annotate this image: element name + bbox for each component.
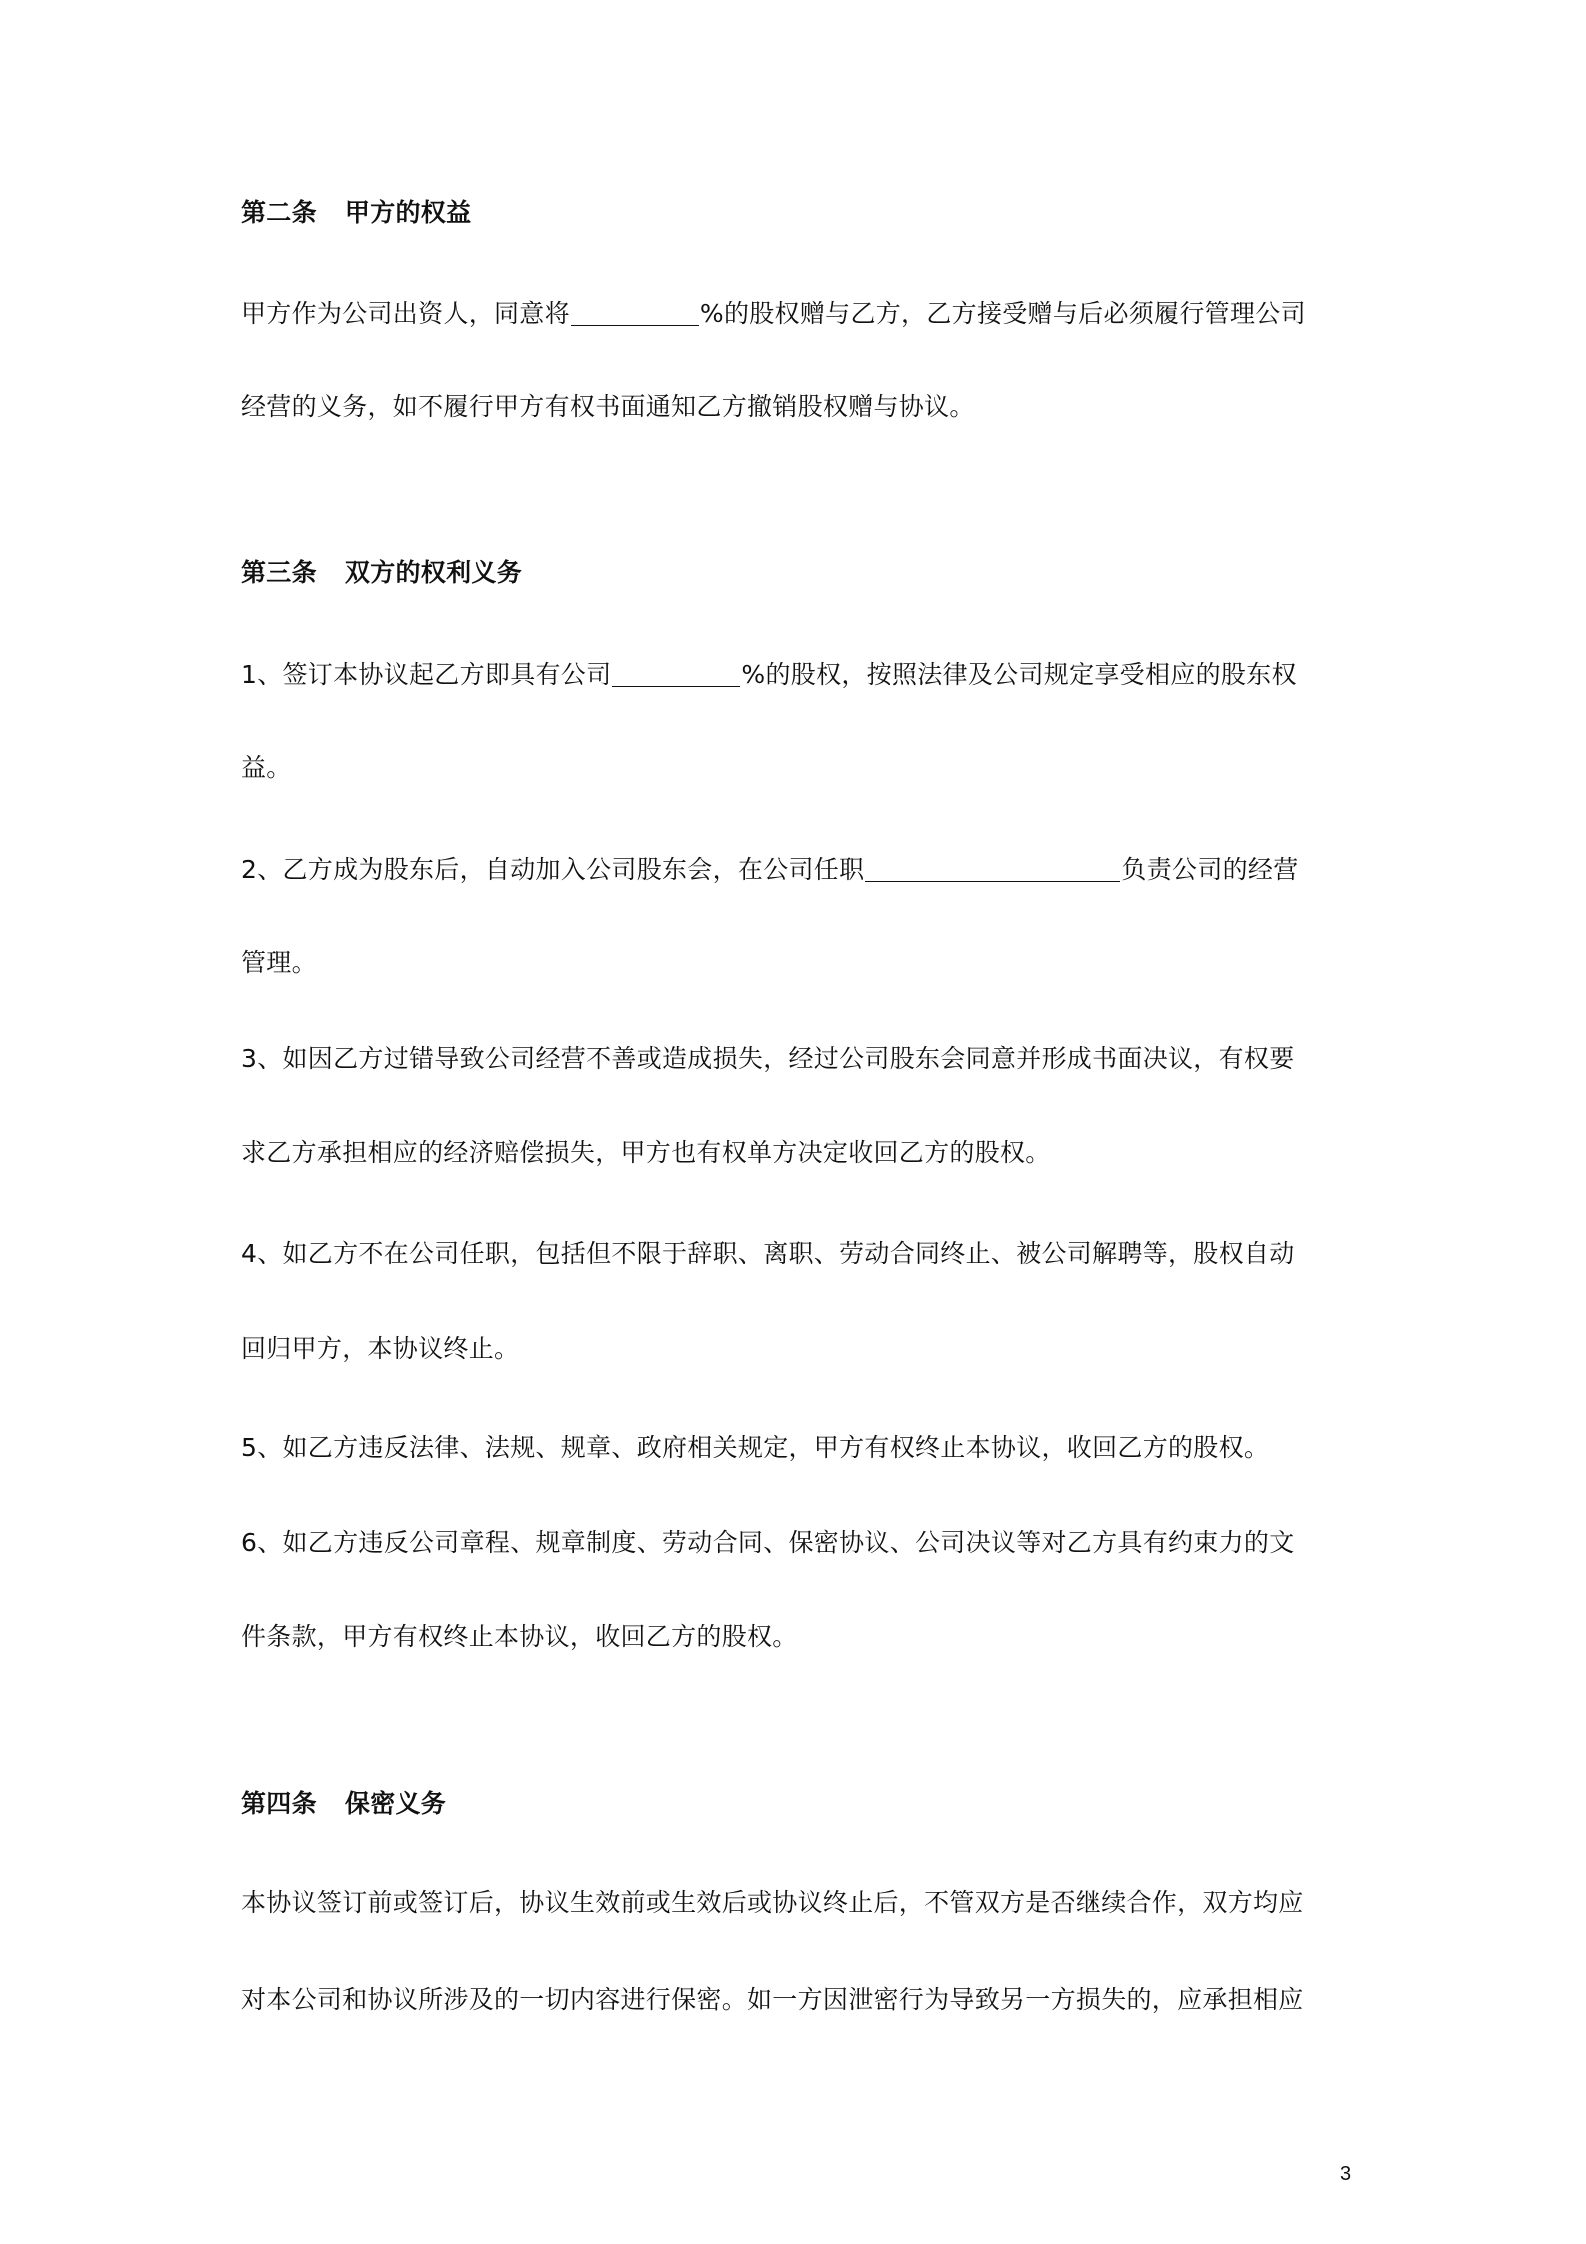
article-3-item-6-line-1: 6、如乙方违反公司章程、规章制度、劳动合同、保密协议、公司决议等对乙方具有约束力的文 [241, 1528, 1295, 1557]
page-number: 3 [1340, 2163, 1352, 2185]
article-3-item-6-line-2: 件条款，甲方有权终止本协议，收回乙方的股权。 [241, 1622, 798, 1651]
article-4-paragraph-line-1: 本协议签订前或签订后，协议生效前或生效后或协议终止后，不管双方是否继续合作，双方均应 [241, 1888, 1304, 1917]
article-2-title: 甲方的权益 [344, 198, 472, 227]
article-3-item-2-line-2: 管理。 [241, 948, 317, 977]
article-2-paragraph-line-2: 经营的义务，如不履行甲方有权书面通知乙方撤销股权赠与协议。 [241, 392, 975, 421]
article-2-heading [241, 196, 471, 230]
article-3-item-2-line-1: 2、乙方成为股东后，自动加入公司股东会，在公司任职 负责公司的经营 [241, 855, 1299, 884]
article-3-item-1-line-2: 益。 [241, 753, 292, 782]
article-4-title: 保密义务 [344, 1789, 447, 1818]
fill-in-blank[interactable] [865, 855, 1120, 882]
article-3-item-3-line-2: 求乙方承担相应的经济赔偿损失，甲方也有权单方决定收回乙方的股权。 [241, 1138, 1051, 1167]
article-3-item-5-line-1: 5、如乙方违反法律、法规、规章、政府相关规定，甲方有权终止本协议，收回乙方的股权。 [241, 1433, 1270, 1462]
article-4-number: 第四条 [241, 1789, 317, 1818]
article-3-item-1-line-1: 1、签订本协议起乙方即具有公司 %的股权，按照法律及公司规定享受相应的股东权 [241, 660, 1297, 689]
article-2-paragraph-line-1: 甲方作为公司出资人，同意将 %的股权赠与乙方，乙方接受赠与后必须履行管理公司 [241, 299, 1306, 328]
article-2-number: 第二条 [241, 198, 317, 227]
article-3-title: 双方的权利义务 [344, 558, 523, 587]
article-4-heading [241, 1787, 446, 1821]
fill-in-blank[interactable] [571, 299, 699, 326]
article-3-item-4-line-1: 4、如乙方不在公司任职，包括但不限于辞职、离职、劳动合同终止、被公司解聘等，股权自动 [241, 1239, 1295, 1268]
article-3-item-3-line-1: 3、如因乙方过错导致公司经营不善或造成损失，经过公司股东会同意并形成书面决议，有权要 [241, 1044, 1295, 1073]
article-4-paragraph-line-2: 对本公司和协议所涉及的一切内容进行保密。如一方因泄密行为导致另一方损失的，应承担相应 [241, 1985, 1304, 2014]
fill-in-blank[interactable] [612, 660, 740, 687]
article-3-number: 第三条 [241, 558, 317, 587]
article-3-heading [241, 556, 522, 590]
article-3-item-4-line-2: 回归甲方，本协议终止。 [241, 1334, 520, 1363]
